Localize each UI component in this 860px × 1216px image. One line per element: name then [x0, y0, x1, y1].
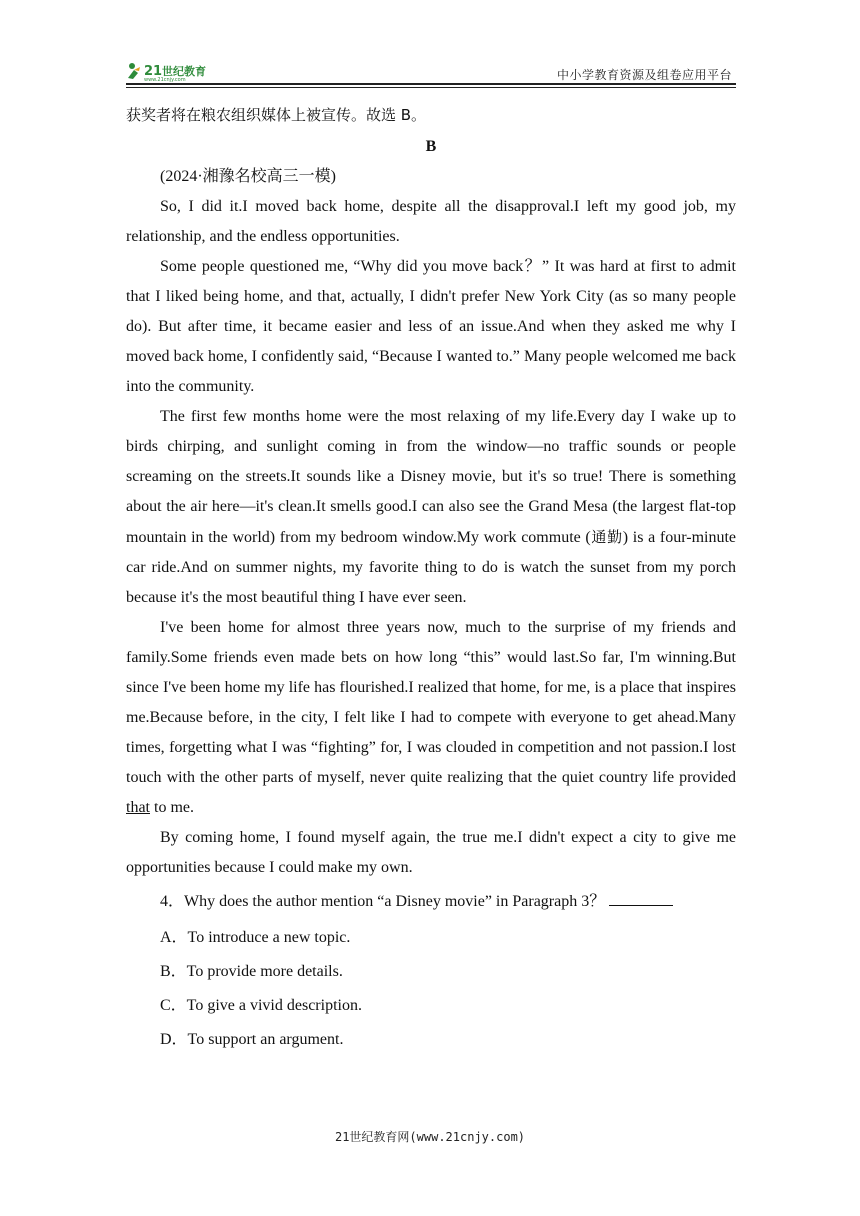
underlined-word: that [126, 799, 150, 816]
paragraph-1: So, I did it.I moved back home, despite all the disapproval.I left my good job, my relationship, and the endless opportunities. [126, 198, 736, 245]
answer-blank[interactable] [609, 889, 673, 906]
article-body [126, 100, 736, 1057]
paragraph-5: By coming home, I found myself again, the true me.I didn't expect a city to give me opportunities because I could make my own. [126, 829, 736, 876]
svg-text:21: 21 [144, 64, 163, 79]
paragraph-3-part-1: The first few months home were the most relaxing of my life.Every day I wake up to birds chirping, and sunlight coming in from the window—no traffic sounds or people screaming on the streets.It sounds like a Disney movie, but it's so true! There is something about the air here—it's clean.It smells good.I can also see the Grand Mesa (the largest flat-top mountain in the world) from my bedroom window.My work commute ( [126, 408, 736, 546]
paragraph-2: Some people questioned me, “Why did you move back？” It was hard at first to admit that I liked being home, and that, actually, I didn't prefer New York City (as so many people do). But after time, it became easier and less of an issue.And when they asked me why I moved back home, I confidently said, “Because I wanted to.” Many people welcomed me back into the community. [126, 258, 736, 395]
paragraph-3-part-2: ) is a four-minute car ride.And on summer nights, my favorite thing to do is watch the sunset from my porch because it's the most beautiful thing I have ever seen. [126, 529, 737, 606]
logo-21cnjy [126, 60, 218, 82]
paragraph-4-part-2: to me. [150, 799, 194, 816]
carryover-text: 获奖者将在粮农组织媒体上被宣传。故选 B。 [126, 106, 427, 124]
question-text: 4．Why does the author mention “a Disney movie” in Paragraph 3？ [160, 893, 606, 910]
paragraph-3 [126, 402, 736, 613]
option-a: A．To introduce a new topic. [160, 929, 351, 946]
option-c: C．To give a vivid description. [160, 997, 362, 1014]
option-d: D．To support an argument. [160, 1031, 344, 1048]
chinese-gloss: 通勤 [590, 528, 623, 546]
svg-text:世纪教育: 世纪教育 [162, 65, 206, 78]
option-b: B．To provide more details. [160, 963, 343, 980]
options-list [126, 921, 736, 1057]
header-rule-thin [126, 87, 736, 88]
page-header [126, 58, 736, 88]
platform-name: 中小学教育资源及组卷应用平台 [556, 68, 732, 82]
paragraph-4-part-1: I've been home for almost three years now, much to the surprise of my friends and family.Some friends even made bets on how long “this” would last.So far, I'm winning.But since I've been home my life has flourished.I realized that home, for me, is a place that inspires me.Because before, in the city, I felt like I had to compete with everyone to get ahead.Many times, forgetting what I was “fighting” for, I was clouded in competition and not passion.I lost touch with the other parts of myself, never quite realizing that the quiet country life provided [126, 619, 736, 786]
paragraph-4 [126, 613, 736, 823]
question-4 [126, 887, 736, 917]
header-rule [126, 83, 736, 85]
svg-text:www.21cnjy.com: www.21cnjy.com [144, 77, 186, 82]
source-label: (2024·湘豫名校高三一模) [160, 168, 336, 185]
section-label: B [425, 138, 437, 155]
page-footer: 21世纪教育网(www.21cnjy.com) [334, 1130, 526, 1144]
